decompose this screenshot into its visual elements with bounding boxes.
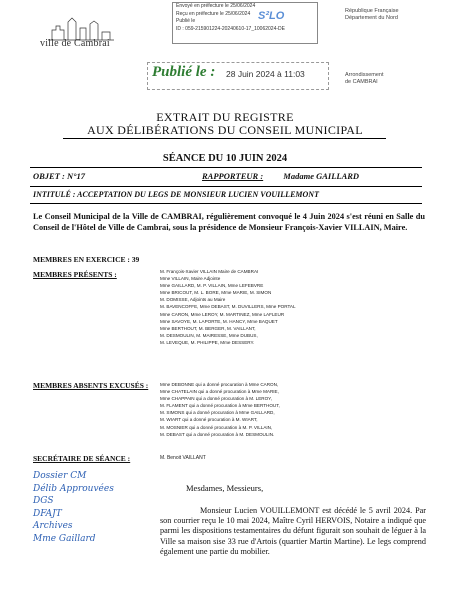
list-item: M. BAVENCOFFE, Mme DEBAST, M. DUVILLERS, Mme PORTAL <box>160 304 296 310</box>
members-present-label: MEMBRES PRÉSENTS : <box>33 270 117 279</box>
list-item: M. MOSNIER qui a donné procuration à M. P. VILLAIN, <box>160 424 273 430</box>
reception-stamp <box>172 2 318 44</box>
republic-line: République Française <box>345 8 399 14</box>
rapporteur-label: RAPPORTEUR : <box>202 171 264 181</box>
note-line: Dossier CM <box>33 471 87 481</box>
republic-header <box>345 8 445 22</box>
handwritten-note <box>33 470 131 562</box>
list-item: M. WIART qui a donné procuration à M. WIART, <box>160 417 258 423</box>
list-item: M. DOMISSE, Adjoints au Maire <box>160 297 226 303</box>
publication-label: Publié le : <box>152 64 216 80</box>
members-absent-label: MEMBRES ABSENTS EXCUSÉS : <box>33 381 149 390</box>
note-line: DFAJT <box>33 508 62 519</box>
secretary-label: SECRÉTAIRE DE SÉANCE : <box>33 454 131 463</box>
secretary-name: M. Benoit VAILLANT <box>160 455 206 461</box>
list-item: M. LEVEQUE, M. PHILIPPE, Mme DESSERY. <box>160 339 255 345</box>
members-absent-list <box>160 381 280 438</box>
arrondissement-line: de CAMBRAI <box>345 79 378 85</box>
members-present-list <box>160 268 296 346</box>
stamp-line: Publié le <box>176 18 196 25</box>
document-title: EXTRAIT DU REGISTRE <box>156 110 294 124</box>
list-item: Mme BERTHOUT, M. BERGER, M. VAILLANT, <box>160 325 256 331</box>
document-subtitle: AUX DÉLIBÉRATIONS DU CONSEIL MUNICIPAL <box>87 123 363 137</box>
note-line: Délib Approuvées <box>33 483 114 494</box>
list-item: M. DEBAST qui a donné procuration à M. DESMOULIN. <box>160 431 275 437</box>
intitule-divider <box>30 203 422 204</box>
title-divider <box>63 138 386 139</box>
list-item: M. SIMONS qui a donné procuration à Mme GAILLARD, <box>160 410 275 416</box>
rapporteur-name: Madame GAILLARD <box>283 171 360 181</box>
stamp-handwritten-mark: S²LO <box>258 10 285 22</box>
list-item: Mme CHATELAIN qui a donné procuration à Mme MARIE, <box>160 389 279 395</box>
list-item: Mme CHAPPAIN qui a donné procuration à M. LEROY, <box>160 396 272 402</box>
note-line: DGS <box>33 496 54 506</box>
stamp-line: ID : 059-215901224-20240610-17_10062024-DE <box>176 25 285 32</box>
list-item: Mme VILLAIN, Maire Adjointe <box>160 276 221 282</box>
list-item: Mme CARON, Mme LEROY, M. MARTINEZ, Mme LAFLEUR <box>160 311 285 317</box>
greeting: Mesdames, Messieurs, <box>186 483 264 493</box>
list-item: M. FLAMENT qui a donné procuration à Mme BERTHOUT, <box>160 403 280 409</box>
list-item: Mme GAILLARD, M. P. VILLAIN, Mme LEFEBVRE <box>160 283 264 289</box>
intro-paragraph: Le Conseil Municipal de la Ville de CAMBRAI, régulièrement convoqué le 4 Juin 2024 s'est réuni en Salle du Conseil de l'Hôtel de Ville de Cambrai, sous la présidence de Monsieur François-Xavier VILLAIN, Maire. <box>33 212 425 232</box>
list-item: Mme BRICOUT, M. L. BORE, Mme MARIE, M. SIMON <box>160 290 272 296</box>
note-line: Mme Gaillard <box>33 533 96 544</box>
logo-text: ville de Cambrai <box>40 38 110 49</box>
objet-number: OBJET : N°17 <box>33 171 86 181</box>
list-item: Mme SAVOYE, M. LAPORTE, M. HANCY, Mme BAQUET <box>160 318 278 324</box>
arrondissement-line: Arrondissement <box>345 72 384 78</box>
stamp-line: Envoyé en préfecture le 25/06/2024 <box>176 3 256 9</box>
rapporteur <box>202 171 359 181</box>
seance-date: SÉANCE DU 10 JUIN 2024 <box>162 153 288 164</box>
publication-date: 28 Juin 2024 à 11:03 <box>226 69 305 79</box>
note-line: Archives <box>33 521 73 531</box>
department-line: Département du Nord <box>345 15 398 21</box>
list-item: M. DESMOULIN, M. MAIRESSE, Mme DUBUS, <box>160 332 258 338</box>
list-item: M. François-Xavier VILLAIN Maire de CAMBRAI <box>160 269 259 274</box>
body-paragraph: Monsieur Lucien VOUILLEMONT est décédé le 5 avril 2024. Par son courrier reçu le 10 mai 2024, Maître Cyril HERVOIS, Notaire a indiqué que parmi les dispositions testamentaires du défunt figurait son souhait de léguer à la Ville sa maison sise 33 rue d'Artois (quartier Martin Martine). Le legs comprend également une partie du mobilier. <box>160 506 426 556</box>
arrondissement <box>345 72 445 86</box>
stamp-line: Reçu en préfecture le 25/06/2024 <box>176 10 251 17</box>
members-count: MEMBRES EN EXERCICE : 39 <box>33 255 140 264</box>
list-item: Mme DEBONNE qui a donné procuration à Mme CARON, <box>160 382 279 387</box>
intitule: INTITULÉ : ACCEPTATION DU LEGS DE MONSIEUR LUCIEN VOUILLEMONT <box>33 190 319 199</box>
